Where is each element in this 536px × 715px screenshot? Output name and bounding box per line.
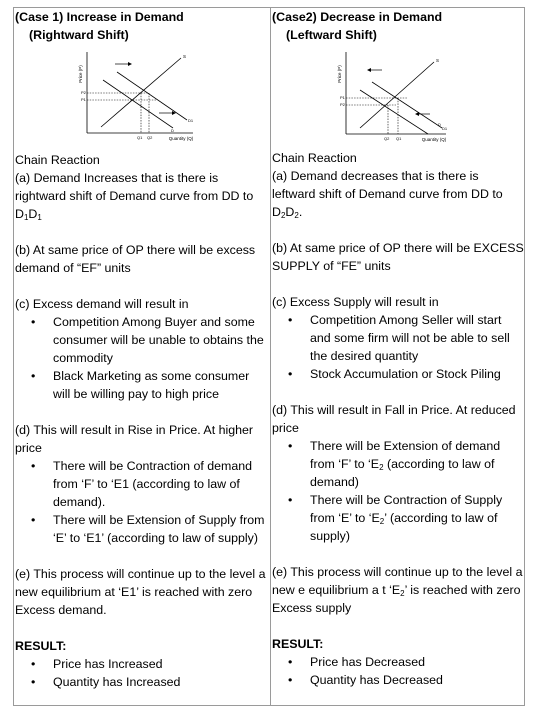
- case-2-subtitle: (Leftward Shift): [286, 28, 377, 42]
- demand-new-label: D1: [188, 118, 194, 123]
- case-1-point-c-list: [15, 313, 268, 403]
- case-1-title: (Case 1) Increase in Demand: [15, 10, 184, 24]
- shift-arrow-top-head: [367, 68, 371, 72]
- list-item: • Quantity has Decreased: [310, 671, 524, 689]
- case-1-point-b: (b) At same price of OP there will be excess demand of “EF” units: [15, 243, 256, 275]
- supply-curve: [360, 62, 434, 128]
- shift-arrow-top-head: [128, 62, 132, 66]
- case-2-chain-reaction: Chain Reaction: [272, 151, 357, 165]
- x-axis-label: Quantity (Q): [168, 136, 194, 141]
- supply-curve: [101, 58, 181, 127]
- case-1-point-c: (c) Excess demand will result in: [15, 297, 189, 311]
- demand-old-label: D: [171, 128, 174, 133]
- case-1-heading: [15, 8, 268, 44]
- case-2-point-e: (e) This process will continue up to the level a new e equilibrium a t ‘$E_2$’ is reached with zero Excess supply: [272, 565, 523, 615]
- price-high-label: P2: [81, 90, 86, 95]
- case-1-chain-reaction: Chain Reaction: [15, 153, 100, 167]
- case-1-point-d-list: [15, 457, 268, 547]
- case-1-point-d: (d) This will result in Rise in Price. At higher price: [15, 423, 254, 455]
- y-axis-label: Price (P): [78, 65, 83, 83]
- case-2-point-c-list: [272, 311, 524, 383]
- demand-increase-diagram: [75, 44, 205, 151]
- y-axis-label: Price (P): [337, 65, 342, 83]
- list-item: • There will be Contraction of Supply from ‘E’ to ‘$E_2$’ (according to law of supply): [310, 491, 524, 545]
- supply-label: S: [436, 58, 440, 63]
- case-1-point-e: (e) This process will continue up to the level a new equilibrium at ‘E1’ is reached with zero Excess demand.: [15, 567, 266, 617]
- case-1-subtitle: (Rightward Shift): [29, 28, 129, 42]
- demand-curve-old: [103, 80, 173, 128]
- comparison-table: [13, 7, 525, 706]
- demand-decrease-graph: [272, 44, 524, 149]
- price-low-label: P1: [81, 97, 86, 102]
- demand-decrease-diagram: [334, 44, 452, 149]
- list-item: • Quantity has Increased: [53, 673, 268, 691]
- quantity-a-label: Q1: [137, 135, 143, 140]
- price-high-label: P1: [340, 95, 345, 100]
- quantity-b-label: Q1: [396, 136, 402, 141]
- case-2-column: [272, 8, 524, 689]
- shift-arrow-bottom-head: [415, 112, 419, 116]
- price-low-label: P2: [340, 102, 345, 107]
- case-2-point-a: (a) Demand decreases that is there is leftward shift of Demand curve from DD to $D_2D_2$.: [272, 169, 503, 220]
- demand-increase-graph: [15, 44, 268, 151]
- list-item: • Price has Increased: [53, 655, 268, 673]
- case-2-result-heading: RESULT:: [272, 637, 324, 651]
- case-2-heading: [272, 8, 524, 44]
- demand-curve-new: [117, 72, 187, 120]
- list-item: • Stock Accumulation or Stock Piling: [310, 365, 524, 383]
- list-item: • There will be Extension of Supply from ‘E’ to ‘E1’ (according to law of supply): [53, 511, 268, 547]
- case-2-result-list: [272, 653, 524, 689]
- list-item: • Competition Among Seller will start and some firm will not be able to sell the desired quantity: [310, 311, 524, 365]
- case-2-point-d: (d) This will result in Fall in Price. At reduced price: [272, 403, 516, 435]
- supply-label: S: [183, 54, 187, 59]
- case-2-title: (Case2) Decrease in Demand: [272, 10, 443, 24]
- list-item: • There will be Extension of demand from ‘F’ to ‘$E_2$ (according to law of demand): [310, 437, 524, 491]
- list-item: • Competition Among Buyer and some consumer will be unable to obtains the commodity: [53, 313, 268, 367]
- case-2-point-c: (c) Excess Supply will result in: [272, 295, 439, 309]
- list-item: • There will be Contraction of demand from ‘F’ to ‘E1 (according to law of demand).: [53, 457, 268, 511]
- case-2-point-d-list: [272, 437, 524, 545]
- column-divider: [270, 8, 271, 705]
- case-1-point-a: (a) Demand Increases that is there is rightward shift of Demand curve from DD to $D_1D_1$: [15, 171, 254, 222]
- quantity-b-label: Q2: [147, 135, 153, 140]
- case-1-column: [15, 8, 268, 691]
- quantity-a-label: Q2: [384, 136, 390, 141]
- x-axis-label: Quantity (Q): [421, 137, 447, 142]
- case-1-result-heading: RESULT:: [15, 639, 67, 653]
- demand-new-label: D1: [442, 126, 448, 131]
- case-1-result-list: [15, 655, 268, 691]
- case-2-point-b: (b) At same price of OP there will be EXCESS SUPPLY of “FE” units: [272, 241, 524, 273]
- demand-old-label: D: [438, 122, 441, 127]
- list-item: • Black Marketing as some consumer will be willing pay to high price: [53, 367, 268, 403]
- list-item: • Price has Decreased: [310, 653, 524, 671]
